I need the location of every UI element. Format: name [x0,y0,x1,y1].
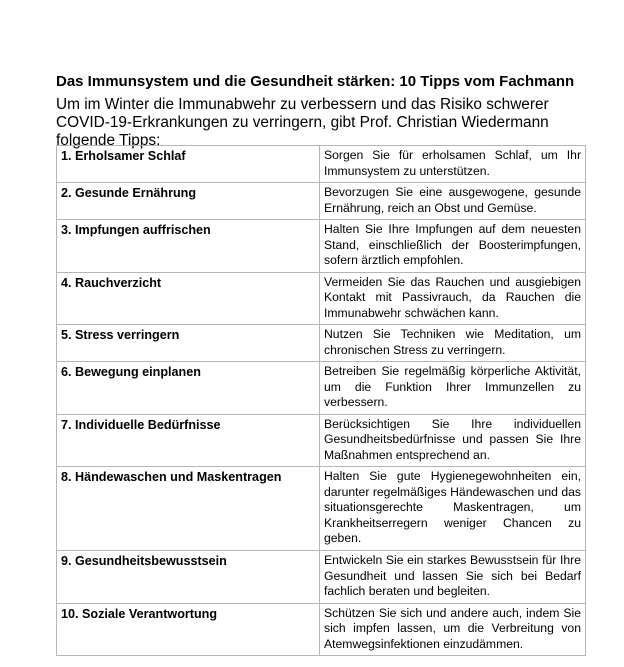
tip-text: Schützen Sie sich und andere auch, indem Sie sich impfen lassen, um die Verbreitung von Atemwegsinfektionen einzudämmen. [320,603,586,656]
tip-text: Sorgen Sie für erholsamen Schlaf, um Ihr Immunsystem zu unterstützen. [320,146,586,183]
document-header [56,72,586,150]
table-row [57,414,586,467]
table-row [57,325,586,362]
table-row [57,467,586,551]
tip-heading: 2. Gesunde Ernährung [57,183,320,220]
tip-text: Berücksichtigen Sie Ihre individuellen Gesundheitsbedürfnisse und passen Sie Ihre Maßnahmen entsprechend an. [320,414,586,467]
tip-text: Halten Sie gute Hygienegewohnheiten ein, darunter regelmäßiges Händewaschen und das situationsgerechte Maskentragen, um Krankheitserregern weniger Chancen zu geben. [320,467,586,551]
table-row [57,220,586,273]
tip-text: Betreiben Sie regelmäßig körperliche Aktivität, um die Funktion Ihrer Immunzellen zu verbessern. [320,362,586,415]
tip-heading: 9. Gesundheitsbewusstsein [57,551,320,604]
table-row [57,272,586,325]
tip-text: Vermeiden Sie das Rauchen und ausgiebigen Kontakt mit Passivrauch, da Rauchen die Immunabwehr schwächen kann. [320,272,586,325]
document-intro: Um im Winter die Immunabwehr zu verbessern und das Risiko schwerer COVID-19-Erkrankungen zu verringern, gibt Prof. Christian Wiedermann folgende Tipps: [56,96,549,149]
tip-heading: 7. Individuelle Bedürfnisse [57,414,320,467]
tip-heading: 8. Händewaschen und Maskentragen [57,467,320,551]
document-title: Das Immunsystem und die Gesundheit stärken: 10 Tipps vom Fachmann [56,73,575,90]
tip-text: Bevorzugen Sie eine ausgewogene, gesunde Ernährung, reich an Obst und Gemüse. [320,183,586,220]
table-row [57,146,586,183]
tips-table [56,145,586,656]
tip-heading: 5. Stress verringern [57,325,320,362]
table-row [57,551,586,604]
tip-heading: 1. Erholsamer Schlaf [57,146,320,183]
table-row [57,603,586,656]
tip-text: Halten Sie Ihre Impfungen auf dem neuesten Stand, einschließlich der Boosterimpfungen, sofern ärztlich empfohlen. [320,220,586,273]
tip-heading: 10. Soziale Verantwortung [57,603,320,656]
tip-text: Entwickeln Sie ein starkes Bewusstsein für Ihre Gesundheit und lassen Sie sich bei Bedarf fachlich beraten und begleiten. [320,551,586,604]
tip-heading: 3. Impfungen auffrischen [57,220,320,273]
tip-text: Nutzen Sie Techniken wie Meditation, um chronischen Stress zu verringern. [320,325,586,362]
tip-heading: 6. Bewegung einplanen [57,362,320,415]
table-row [57,362,586,415]
table-row [57,183,586,220]
tip-heading: 4. Rauchverzicht [57,272,320,325]
